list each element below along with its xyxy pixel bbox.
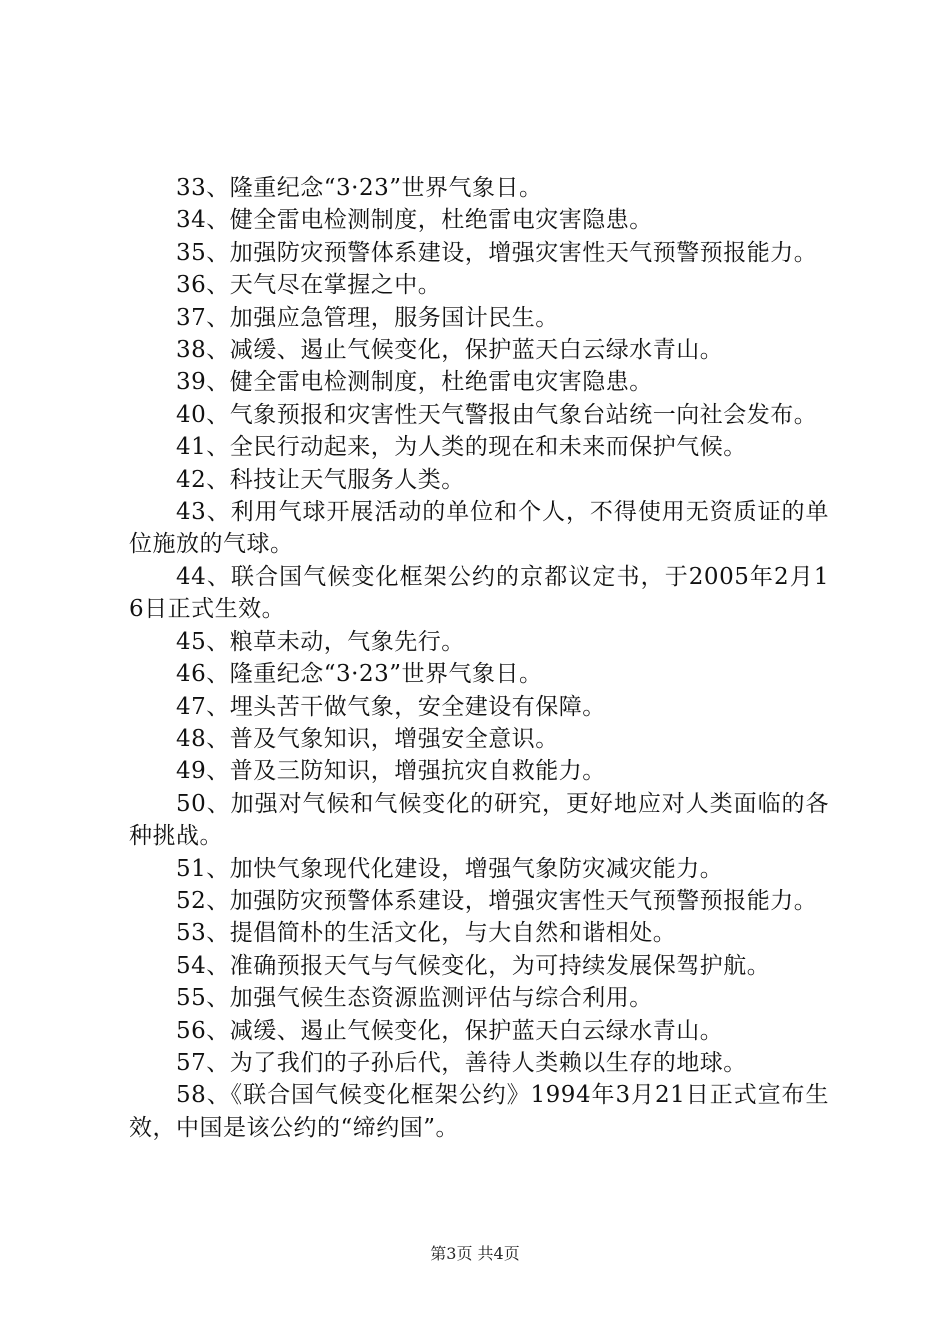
list-item: 35、加强防灾预警体系建设，增强灾害性天气预警预报能力。 [176,239,818,266]
list-item: 45、粮草未动，气象先行。 [176,628,465,655]
list-item: 33、隆重纪念“3·23”世界气象日。 [176,175,543,201]
list-item: 38、减缓、遏止气候变化，保护蓝天白云绿水青山。 [176,337,724,364]
list-item: 54、准确预报天气与气候变化，为可持续发展保驾护航。 [176,952,771,979]
list-item: 41、全民行动起来，为人类的现在和未来而保护气候。 [176,434,747,461]
list-item: 53、提倡简朴的生活文化，与大自然和谐相处。 [176,920,677,947]
list-item: 52、加强防灾预警体系建设，增强灾害性天气预警预报能力。 [176,887,818,914]
list-item: 42、科技让天气服务人类。 [176,466,465,493]
slogan-list [129,172,829,1144]
list-item: 58、《联合国气候变化框架公约》1994年3月21日正式宣布生效，中国是该公约的“缔约国”。 [129,1082,829,1141]
list-item: 57、为了我们的子孙后代，善待人类赖以生存的地球。 [176,1049,747,1076]
list-item: 34、健全雷电检测制度，杜绝雷电灾害隐患。 [176,207,653,234]
list-item: 55、加强气候生态资源监测评估与综合利用。 [176,985,653,1012]
list-item: 56、减缓、遏止气候变化，保护蓝天白云绿水青山。 [176,1017,724,1044]
list-item: 36、天气尽在掌握之中。 [176,272,442,299]
list-item: 44、联合国气候变化框架公约的京都议定书，于2005年2月16日正式生效。 [129,563,829,623]
list-item: 37、加强应急管理，服务国计民生。 [176,304,559,331]
list-item: 50、加强对气候和气候变化的研究，更好地应对人类面临的各种挑战。 [129,790,829,850]
list-item: 46、隆重纪念“3·23”世界气象日。 [176,661,543,688]
list-item: 43、利用气球开展活动的单位和个人，不得使用无资质证的单位施放的气球。 [129,499,829,558]
list-item: 48、普及气象知识，增强安全意识。 [176,725,559,752]
list-item: 51、加快气象现代化建设，增强气象防灾减灾能力。 [176,855,724,882]
list-item: 39、健全雷电检测制度，杜绝雷电灾害隐患。 [176,369,653,396]
list-item: 49、普及三防知识，增强抗灾自救能力。 [176,758,606,785]
list-item: 40、气象预报和灾害性天气警报由气象台站统一向社会发布。 [176,401,818,428]
page-number-footer: 第3页 共4页 [430,1244,520,1263]
list-item: 47、埋头苦干做气象，安全建设有保障。 [176,693,606,720]
